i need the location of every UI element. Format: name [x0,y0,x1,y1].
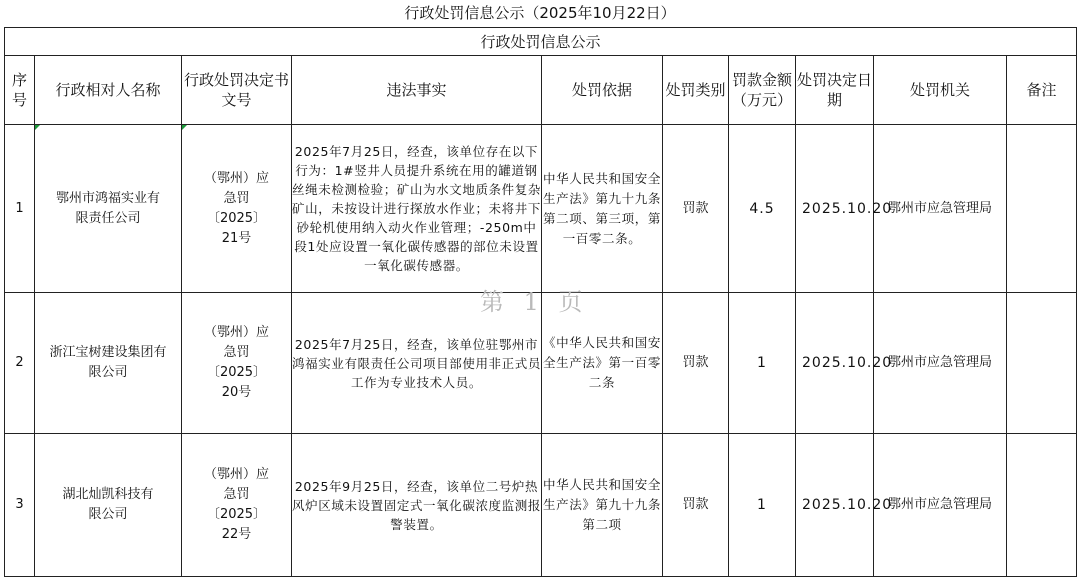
cell-date[interactable]: 2025.10.20 [796,125,874,293]
cell-doc-no[interactable]: （鄂州）应急罚〔2025〕22号 [182,434,292,577]
cell-index[interactable]: 2 [5,293,35,434]
header-amount[interactable]: 罚款金额（万元） [729,56,796,125]
cell-basis[interactable]: 《中华人民共和国安全生产法》第一百零二条 [542,293,663,434]
table-row [5,125,1077,293]
cell-amount[interactable]: 1 [729,293,796,434]
table-row [5,293,1077,434]
cell-category[interactable]: 罚款 [663,125,729,293]
document-title: 行政处罚信息公示（2025年10月22日） [404,4,676,22]
cell-party[interactable]: 湖北灿凯科技有限公司 [35,434,182,577]
cell-remark[interactable] [1007,434,1077,577]
cell-remark[interactable] [1007,125,1077,293]
cell-index[interactable]: 3 [5,434,35,577]
cell-index[interactable]: 1 [5,125,35,293]
cell-basis[interactable]: 中华人民共和国安全生产法》第九十九条第二项 [542,434,663,577]
cell-category[interactable]: 罚款 [663,293,729,434]
page-watermark: 第 1 页 [480,288,589,316]
cell-party[interactable]: 浙江宝树建设集团有限公司 [35,293,182,434]
cell-facts[interactable]: 2025年7月25日，经查，该单位存在以下行为：1#竖井人员提升系统在用的罐道钢丝绳未检测检验；矿山为水文地质条件复杂矿山，未按设计进行探放水作业；未将井下砂轮机使用纳入动火作业管理；-250m中段1处应设置一氧化碳传感器的部位未设置一氧化碳传感器。 [292,125,542,293]
cell-facts[interactable]: 2025年7月25日，经查，该单位驻鄂州市鸿福实业有限责任公司项目部使用非正式员工作为专业技术人员。 [292,293,542,434]
table-title[interactable]: 行政处罚信息公示 [5,28,1077,56]
cell-authority[interactable]: 鄂州市应急管理局 [874,125,1007,293]
header-facts[interactable]: 违法事实 [292,56,542,125]
header-authority[interactable]: 处罚机关 [874,56,1007,125]
penalty-table [4,27,1077,577]
header-date[interactable]: 处罚决定日期 [796,56,874,125]
cell-authority[interactable]: 鄂州市应急管理局 [874,434,1007,577]
cell-doc-no[interactable]: （鄂州）应急罚〔2025〕21号 [182,125,292,293]
cell-party[interactable]: 鄂州市鸿福实业有限责任公司 [35,125,182,293]
cell-basis[interactable]: 中华人民共和国安全生产法》第九十九条第二项、第三项，第一百零二条。 [542,125,663,293]
cell-category[interactable]: 罚款 [663,434,729,577]
cell-doc-no[interactable]: （鄂州）应急罚〔2025〕20号 [182,293,292,434]
header-doc-no[interactable]: 行政处罚决定书文号 [182,56,292,125]
header-category[interactable]: 处罚类别 [663,56,729,125]
cell-date[interactable]: 2025.10.20 [796,434,874,577]
header-party[interactable]: 行政相对人名称 [35,56,182,125]
table-row [5,434,1077,577]
cell-authority[interactable]: 鄂州市应急管理局 [874,293,1007,434]
cell-amount[interactable]: 4.5 [729,125,796,293]
cell-facts[interactable]: 2025年9月25日，经查，该单位二号炉热风炉区域未设置固定式一氧化碳浓度监测报警装置。 [292,434,542,577]
cell-remark[interactable] [1007,293,1077,434]
header-index[interactable]: 序号 [5,56,35,125]
header-remark[interactable]: 备注 [1007,56,1077,125]
header-basis[interactable]: 处罚依据 [542,56,663,125]
header-row [5,56,1077,125]
cell-amount[interactable]: 1 [729,434,796,577]
cell-date[interactable]: 2025.10.20 [796,293,874,434]
